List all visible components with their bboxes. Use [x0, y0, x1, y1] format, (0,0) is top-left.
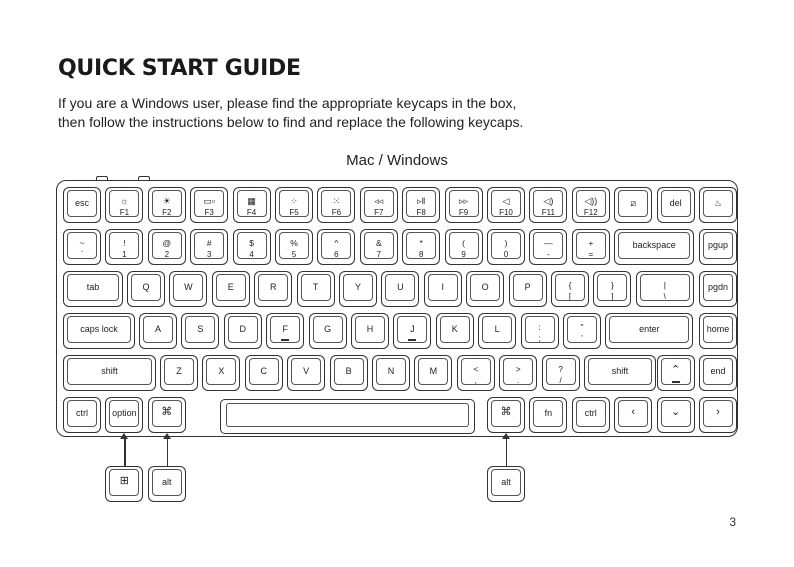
key-num-3 — [190, 229, 228, 265]
key-label: tab — [86, 282, 100, 292]
key-num-7 — [360, 229, 398, 265]
key-f12 — [572, 187, 610, 223]
play-pause-icon: ▹‖ — [417, 196, 426, 206]
key-base-symbol: 7 — [376, 250, 382, 259]
lightbulb-icon: ♨ — [713, 198, 723, 208]
key-w — [169, 271, 207, 307]
screenshot-icon: ⧄ — [630, 198, 637, 208]
key-ctrl-right — [572, 397, 610, 433]
key-shift-symbol: — — [544, 238, 553, 248]
key-base-symbol: ' — [581, 334, 583, 343]
key-slash — [542, 355, 580, 391]
intro-line-2: then follow the instructions below to find and replace the following keycaps. — [58, 114, 524, 130]
key-shift-symbol: ) — [504, 238, 508, 248]
key-f1 — [105, 187, 143, 223]
key-bracket-open — [551, 271, 589, 307]
homing-bar — [672, 381, 680, 383]
key-letter: V — [303, 366, 310, 376]
key-base-symbol: / — [559, 376, 562, 385]
key-q — [127, 271, 165, 307]
key-h — [351, 313, 389, 349]
key-f7 — [360, 187, 398, 223]
key-letter: I — [441, 282, 445, 292]
key-label: F10 — [499, 208, 513, 217]
key-base-symbol: 3 — [206, 250, 212, 259]
key-letter: R — [269, 282, 277, 292]
key-letter: S — [197, 324, 204, 334]
key-l — [478, 313, 516, 349]
key-m — [414, 355, 452, 391]
volume-up-icon: ◁)) — [584, 196, 598, 206]
key-base-symbol: ` — [80, 250, 84, 259]
key-alt-left — [148, 466, 186, 502]
key-label: end — [710, 366, 726, 376]
key-c — [245, 355, 283, 391]
key-label: enter — [639, 324, 660, 334]
key-shift-symbol: | — [663, 280, 666, 290]
key-pgup — [699, 229, 737, 265]
key-end — [699, 355, 737, 391]
up-arrow-icon: ⌃ — [670, 364, 681, 376]
key-shift-symbol: : — [538, 322, 541, 332]
key-shift-symbol: % — [290, 238, 298, 248]
key-f11 — [529, 187, 567, 223]
key-label: F4 — [246, 208, 257, 217]
key-caps-lock — [63, 313, 135, 349]
key-letter: F — [282, 324, 288, 334]
key-bracket-close — [593, 271, 631, 307]
key-z — [160, 355, 198, 391]
key-letter: M — [429, 366, 438, 376]
key-label: F12 — [583, 208, 598, 217]
keyboard-light-down-icon: ⁘ — [290, 196, 298, 206]
key-label: backspace — [632, 240, 676, 250]
key-letter: O — [481, 282, 489, 292]
key-f10 — [487, 187, 525, 223]
key-num-2 — [148, 229, 186, 265]
key-base-symbol: 4 — [249, 250, 254, 259]
key-base-symbol: 0 — [503, 250, 509, 259]
key-shift-symbol: ? — [558, 364, 563, 374]
key-base-symbol: 2 — [164, 250, 170, 259]
rewind-icon: ◃◃ — [374, 196, 384, 206]
key-alt-right — [487, 466, 525, 502]
key-label: F9 — [458, 208, 469, 217]
arrow-up-icon — [163, 433, 171, 439]
key-shift-symbol: # — [206, 238, 212, 248]
key-semicolon — [521, 313, 559, 349]
key-letter: E — [227, 282, 234, 292]
key-u — [381, 271, 419, 307]
key-letter: C — [260, 366, 268, 376]
key-pgdn — [699, 271, 737, 307]
key-letter: A — [154, 324, 161, 334]
key-label: alt — [501, 477, 511, 487]
key-base-symbol: 1 — [122, 250, 127, 259]
key-label: F6 — [331, 208, 342, 217]
key-letter: U — [397, 282, 404, 292]
key-f — [266, 313, 304, 349]
key-letter: Y — [354, 282, 361, 292]
key-shift-symbol: > — [515, 364, 521, 374]
key-f9 — [445, 187, 483, 223]
key-f2 — [148, 187, 186, 223]
key-base-symbol: [ — [568, 292, 572, 301]
key-letter: Q — [142, 282, 150, 292]
leader-line — [506, 436, 507, 466]
key-label: shift — [611, 366, 629, 376]
key-screenshot — [614, 187, 652, 223]
key-tab — [63, 271, 123, 307]
key-command-right — [487, 397, 525, 433]
key-shift-symbol: & — [375, 238, 382, 248]
key-num-4 — [233, 229, 271, 265]
key-base-symbol: ; — [538, 334, 541, 343]
key-letter: K — [451, 324, 458, 334]
key-label: pgdn — [707, 282, 729, 292]
key-shift-symbol: * — [419, 238, 423, 248]
homing-bar — [281, 339, 289, 341]
key-label: F5 — [289, 208, 299, 217]
key-shift-symbol: ! — [123, 238, 126, 248]
key-n — [372, 355, 410, 391]
key-f6 — [317, 187, 355, 223]
key-o — [466, 271, 504, 307]
mission-control-icon: ▭▫ — [203, 196, 216, 206]
key-shift-symbol: ~ — [79, 238, 85, 248]
keyboard-light-up-icon: ⁙ — [332, 196, 341, 206]
guide-title: QUICK START GUIDE — [58, 56, 301, 81]
key-letter: X — [218, 366, 225, 376]
key-label: esc — [74, 198, 89, 208]
key-e — [212, 271, 250, 307]
key-option — [105, 397, 143, 433]
key-base-symbol: \ — [663, 292, 666, 301]
key-label: F8 — [416, 208, 426, 217]
key-base-symbol: . — [517, 376, 520, 385]
key-base-symbol: 8 — [418, 250, 424, 259]
key-label: caps lock — [80, 324, 118, 334]
key-num-9 — [445, 229, 483, 265]
key-label: ctrl — [76, 408, 88, 418]
arrow-up-icon — [120, 433, 128, 439]
key-quote — [563, 313, 601, 349]
key-label: F1 — [119, 208, 130, 217]
key-letter: J — [410, 324, 415, 334]
key-shift-symbol: @ — [162, 238, 172, 248]
key-windows — [105, 466, 143, 502]
key-letter: W — [184, 282, 193, 292]
spacebar — [220, 399, 475, 434]
key-num-5 — [275, 229, 313, 265]
key-shift-symbol: + — [588, 238, 594, 248]
key-shift-symbol: { — [568, 280, 572, 290]
key-j — [393, 313, 431, 349]
key-label: home — [706, 324, 730, 334]
right-arrow-icon: › — [716, 406, 720, 418]
key-light — [699, 187, 737, 223]
key-shift-symbol: ^ — [334, 238, 339, 248]
key-base-symbol: 9 — [461, 250, 466, 259]
key-shift-right — [584, 355, 656, 391]
key-base-symbol: 6 — [334, 250, 339, 259]
key-y — [339, 271, 377, 307]
key-g — [309, 313, 347, 349]
key-num-12 — [572, 229, 610, 265]
brightness-up-icon: ☀ — [162, 196, 171, 206]
brightness-down-icon: ☼ — [120, 196, 129, 206]
key-right — [699, 397, 737, 433]
key-shift-symbol: ( — [462, 238, 466, 248]
page-number: 3 — [729, 515, 736, 529]
key-f8 — [402, 187, 440, 223]
key-command-left — [148, 397, 186, 433]
key-a — [139, 313, 177, 349]
key-num-1 — [105, 229, 143, 265]
key-num-11 — [529, 229, 567, 265]
key-shift-symbol: } — [610, 280, 614, 290]
key-enter — [605, 313, 693, 349]
key-comma — [457, 355, 495, 391]
key-num-10 — [487, 229, 525, 265]
key-base-symbol: , — [474, 376, 477, 385]
key-shift-symbol: $ — [249, 238, 254, 248]
key-label: F3 — [204, 208, 214, 217]
key-letter: Z — [176, 366, 182, 376]
key-num-6 — [317, 229, 355, 265]
leader-line — [124, 436, 125, 466]
key-del — [657, 187, 695, 223]
windows-icon: ⊞ — [119, 475, 129, 487]
key-i — [424, 271, 462, 307]
key-fn — [529, 397, 567, 433]
key-label: F11 — [541, 208, 555, 217]
key-letter: N — [387, 366, 395, 376]
mute-icon: ◁ — [502, 196, 510, 206]
intro-text — [58, 94, 578, 132]
key-label: del — [669, 198, 682, 208]
key-r — [254, 271, 292, 307]
homing-bar — [408, 339, 416, 341]
key-letter: H — [366, 324, 374, 334]
key-shift-symbol: < — [473, 364, 479, 374]
key-base-symbol: = — [588, 250, 594, 259]
key-label: F7 — [374, 208, 384, 217]
key-num-8 — [402, 229, 440, 265]
leader-line — [167, 436, 168, 466]
key-label: F2 — [162, 208, 172, 217]
key-base-symbol: - — [547, 250, 550, 259]
key-up — [657, 355, 695, 391]
key-letter: P — [524, 282, 531, 292]
volume-down-icon: ◁) — [543, 196, 554, 206]
command-icon: ⌘ — [500, 406, 512, 418]
launchpad-icon: ▦ — [247, 196, 256, 206]
key-label: alt — [162, 477, 172, 487]
key-down — [657, 397, 695, 433]
key-esc — [63, 187, 101, 223]
key-backspace — [614, 229, 694, 265]
key-s — [181, 313, 219, 349]
key-letter: D — [239, 324, 247, 334]
key-v — [287, 355, 325, 391]
key-letter: G — [324, 324, 332, 334]
arrow-up-icon — [502, 433, 510, 439]
key-label: shift — [101, 366, 118, 376]
key-label: pgup — [707, 240, 729, 250]
key-t — [297, 271, 335, 307]
key-f4 — [233, 187, 271, 223]
key-shift-left — [63, 355, 156, 391]
key-f5 — [275, 187, 313, 223]
key-p — [509, 271, 547, 307]
key-base-symbol: 5 — [291, 250, 297, 259]
key-label: fn — [544, 408, 553, 418]
key-num-0 — [63, 229, 101, 265]
key-ctrl-left — [63, 397, 101, 433]
left-arrow-icon: ‹ — [631, 406, 636, 418]
key-b — [330, 355, 368, 391]
key-k — [436, 313, 474, 349]
key-shift-symbol: " — [580, 322, 584, 332]
key-f3 — [190, 187, 228, 223]
intro-line-1: If you are a Windows user, please find the appropriate keycaps in the box, — [58, 95, 517, 111]
key-d — [224, 313, 262, 349]
key-home — [699, 313, 737, 349]
down-arrow-icon: ⌄ — [670, 406, 681, 418]
key-letter: L — [494, 324, 500, 334]
key-label: ctrl — [584, 408, 597, 418]
key-left — [614, 397, 652, 433]
key-base-symbol: ] — [611, 292, 614, 301]
key-letter: T — [312, 282, 319, 292]
key-label: option — [112, 408, 137, 418]
key-period — [499, 355, 537, 391]
layout-label: Mac / Windows — [346, 152, 448, 169]
fast-forward-icon: ▹▹ — [459, 196, 469, 206]
key-letter: B — [345, 366, 352, 376]
command-icon: ⌘ — [161, 406, 173, 418]
key-backslash — [636, 271, 694, 307]
key-x — [202, 355, 240, 391]
